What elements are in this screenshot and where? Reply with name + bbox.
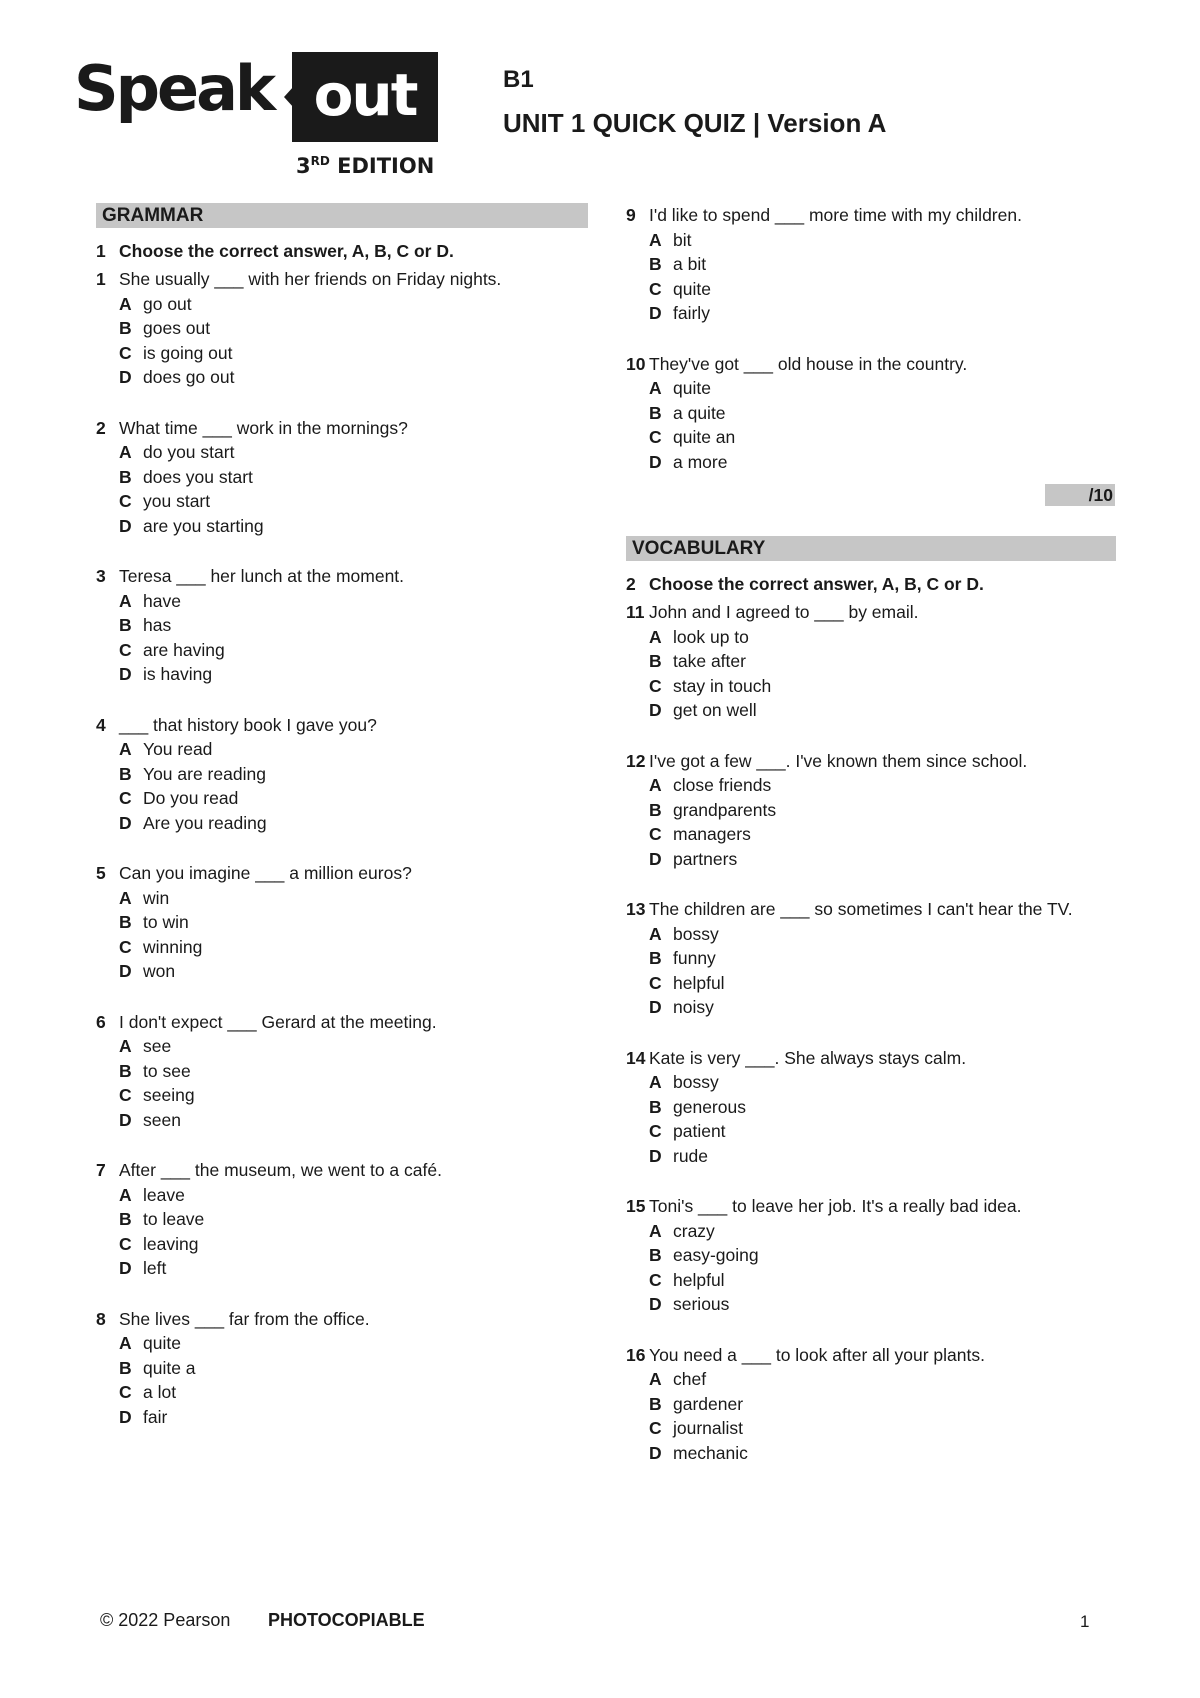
option-letter: C <box>119 788 132 808</box>
question-stem <box>96 1307 588 1332</box>
question-number: 8 <box>96 1308 106 1329</box>
answer-option <box>626 228 1116 253</box>
question-item <box>96 267 588 390</box>
question-number: 6 <box>96 1011 106 1032</box>
option-letter: A <box>649 626 662 647</box>
option-letter: B <box>649 651 662 671</box>
answer-option <box>96 1108 588 1133</box>
question-item <box>96 1307 588 1430</box>
answer-option <box>626 649 1116 674</box>
option-text: You read <box>143 739 213 759</box>
answer-option <box>96 1207 588 1232</box>
option-text: grandparents <box>673 799 777 820</box>
answer-option <box>626 1268 1116 1293</box>
option-text: have <box>143 590 181 611</box>
question-item <box>626 1046 1116 1169</box>
logo-out-text: out <box>292 52 438 142</box>
answer-option <box>626 1144 1116 1169</box>
option-letter: C <box>119 1382 132 1402</box>
page-title: UNIT 1 QUICK QUIZ | Version A <box>503 108 887 138</box>
question-stem <box>96 1010 588 1035</box>
option-text: Do you read <box>143 788 239 808</box>
answer-option <box>626 1070 1116 1095</box>
option-text: a more <box>673 451 728 472</box>
option-letter: D <box>119 1406 132 1427</box>
option-letter: C <box>119 1233 132 1254</box>
question-number: 14 <box>626 1047 646 1068</box>
grammar-question-list-right <box>626 203 1116 474</box>
option-text: does you start <box>143 466 253 487</box>
vocabulary-heading: VOCABULARY <box>626 536 1116 561</box>
option-letter: B <box>119 1357 132 1378</box>
answer-option <box>96 1331 588 1356</box>
question-number: 4 <box>96 714 106 735</box>
question-spacer <box>96 984 588 1006</box>
question-number: 16 <box>626 1344 646 1365</box>
option-text: are you starting <box>143 515 264 536</box>
copyright-text: © 2022 Pearson <box>100 1610 231 1630</box>
option-letter: C <box>649 824 662 844</box>
question-spacer <box>96 1281 588 1303</box>
answer-option <box>96 1034 588 1059</box>
option-text: partners <box>673 848 738 869</box>
option-letter: B <box>649 402 662 423</box>
question-text: She usually ___ with her friends on Friday nights. <box>119 269 502 289</box>
question-number: 7 <box>96 1160 106 1180</box>
answer-option <box>96 440 588 465</box>
option-text: go out <box>143 293 192 314</box>
grammar-instruction <box>96 239 588 263</box>
answer-option <box>96 514 588 539</box>
question-item <box>626 1194 1116 1317</box>
answer-option <box>626 1119 1116 1144</box>
option-letter: A <box>119 739 132 759</box>
option-letter: B <box>119 466 132 487</box>
option-text: see <box>143 1036 172 1056</box>
answer-option <box>626 376 1116 401</box>
question-item <box>626 1343 1116 1466</box>
option-letter: A <box>119 1184 132 1205</box>
question-item <box>626 897 1116 1020</box>
answer-option <box>626 773 1116 798</box>
option-letter: D <box>119 961 132 981</box>
option-letter: B <box>119 318 132 338</box>
option-letter: C <box>649 972 662 993</box>
option-text: stay in touch <box>673 675 772 696</box>
question-stem <box>626 352 1116 377</box>
option-text: bossy <box>673 1072 719 1092</box>
question-item <box>96 416 588 539</box>
answer-option <box>626 798 1116 823</box>
option-letter: C <box>649 1121 662 1141</box>
question-item <box>96 713 588 836</box>
option-letter: A <box>119 590 132 611</box>
question-number: 15 <box>626 1196 646 1216</box>
option-text: fair <box>143 1406 168 1427</box>
option-text: quite <box>673 278 711 299</box>
option-text: to leave <box>143 1209 205 1229</box>
option-text: get on well <box>673 700 757 720</box>
question-text: You need a ___ to look after all your plants. <box>649 1344 985 1365</box>
option-text: is having <box>143 664 213 684</box>
question-text: I've got a few ___. I've known them since school. <box>649 750 1028 771</box>
answer-option <box>96 811 588 836</box>
answer-option <box>626 674 1116 699</box>
answer-option <box>626 922 1116 947</box>
option-text: are having <box>143 639 225 660</box>
option-letter: D <box>119 1258 132 1278</box>
option-letter: D <box>649 700 662 720</box>
option-letter: B <box>649 1096 662 1117</box>
option-letter: B <box>649 254 662 274</box>
option-letter: C <box>119 936 132 957</box>
answer-option <box>96 489 588 514</box>
question-number: 3 <box>96 566 106 586</box>
option-letter: D <box>119 1109 132 1130</box>
question-text: They've got ___ old house in the country. <box>649 353 968 374</box>
question-number: 9 <box>626 205 636 225</box>
question-item <box>96 564 588 687</box>
question-text: John and I agreed to ___ by email. <box>649 602 919 622</box>
option-text: patient <box>673 1121 726 1141</box>
option-letter: A <box>649 378 662 398</box>
option-text: quite a <box>143 1357 196 1378</box>
question-text: Kate is very ___. She always stays calm. <box>649 1047 967 1068</box>
option-letter: A <box>649 1220 662 1241</box>
option-text: look up to <box>673 626 749 647</box>
option-letter: D <box>119 515 132 536</box>
answer-option <box>96 786 588 811</box>
question-spacer <box>626 1168 1116 1190</box>
option-letter: B <box>119 615 132 635</box>
question-item <box>96 1010 588 1133</box>
answer-option <box>96 935 588 960</box>
answer-option <box>626 1392 1116 1417</box>
question-spacer <box>96 538 588 560</box>
answer-option <box>626 971 1116 996</box>
option-text: to win <box>143 912 189 932</box>
answer-option <box>96 737 588 762</box>
option-letter: A <box>649 229 662 250</box>
question-stem <box>96 267 588 292</box>
option-text: gardener <box>673 1393 744 1414</box>
answer-option <box>96 1380 588 1405</box>
option-text: bossy <box>673 923 719 944</box>
right-column <box>626 203 1116 1465</box>
question-number: 5 <box>96 863 106 883</box>
option-text: won <box>143 961 176 981</box>
option-text: win <box>143 887 170 908</box>
answer-option <box>96 638 588 663</box>
option-text: winning <box>143 936 203 957</box>
answer-option <box>96 910 588 935</box>
option-letter: C <box>119 342 132 363</box>
vocabulary-instruction-number: 2 <box>626 574 636 594</box>
answer-option <box>96 1059 588 1084</box>
answer-option <box>626 1095 1116 1120</box>
option-letter: C <box>649 427 662 447</box>
option-text: a bit <box>673 254 707 274</box>
question-stem <box>96 713 588 738</box>
option-letter: D <box>649 1145 662 1166</box>
answer-option <box>96 316 588 341</box>
answer-option <box>96 1405 588 1430</box>
answer-option <box>96 1356 588 1381</box>
question-item <box>626 600 1116 723</box>
speakout-logo <box>74 52 440 182</box>
option-letter: B <box>649 799 662 820</box>
question-item <box>96 1158 588 1281</box>
answer-option <box>96 886 588 911</box>
logo-speak-text: Speak <box>74 52 274 125</box>
answer-option <box>96 662 588 687</box>
option-text: seeing <box>143 1085 195 1105</box>
question-stem <box>626 1046 1116 1071</box>
question-text: After ___ the museum, we went to a café. <box>119 1160 442 1180</box>
option-letter: A <box>649 1369 662 1389</box>
option-letter: B <box>119 763 132 784</box>
grammar-heading: GRAMMAR <box>96 203 588 228</box>
option-text: generous <box>673 1096 746 1117</box>
logo-edition-ordinal: 3 <box>296 154 311 178</box>
option-letter: D <box>649 848 662 869</box>
answer-option <box>96 365 588 390</box>
question-spacer <box>96 1132 588 1154</box>
option-letter: D <box>649 1442 662 1463</box>
question-text: Can you imagine ___ a million euros? <box>119 863 412 883</box>
option-letter: A <box>119 887 132 908</box>
logo-edition-suffix: RD <box>310 154 330 168</box>
answer-option <box>626 425 1116 450</box>
grammar-question-list-left <box>96 267 588 1429</box>
option-text: take after <box>673 651 746 671</box>
option-text: bit <box>673 229 692 250</box>
option-text: a quite <box>673 402 726 423</box>
photocopiable-label: PHOTOCOPIABLE <box>268 1610 425 1630</box>
answer-option <box>626 301 1116 326</box>
left-column <box>96 203 588 1429</box>
option-letter: C <box>649 1418 662 1438</box>
option-letter: B <box>119 1060 132 1081</box>
option-letter: B <box>119 912 132 932</box>
option-letter: B <box>649 1393 662 1414</box>
option-letter: C <box>119 639 132 660</box>
option-letter: D <box>119 812 132 833</box>
option-text: seen <box>143 1109 181 1130</box>
option-letter: D <box>119 367 132 387</box>
option-text: Are you reading <box>143 812 267 833</box>
answer-option <box>96 959 588 984</box>
answer-option <box>96 1232 588 1257</box>
answer-option <box>626 822 1116 847</box>
option-text: has <box>143 615 172 635</box>
option-letter: D <box>649 303 662 323</box>
option-text: quite <box>143 1333 181 1353</box>
option-text: rude <box>673 1145 709 1166</box>
answer-option <box>96 1256 588 1281</box>
answer-option <box>626 1367 1116 1392</box>
question-spacer <box>626 723 1116 745</box>
option-text: left <box>143 1258 167 1278</box>
option-letter: A <box>119 1333 132 1353</box>
question-stem <box>96 564 588 589</box>
option-text: easy-going <box>673 1245 759 1265</box>
question-item <box>626 352 1116 475</box>
question-stem <box>626 600 1116 625</box>
option-text: does go out <box>143 367 235 387</box>
answer-option <box>96 589 588 614</box>
question-text: The children are ___ so sometimes I can't hear the TV. <box>649 899 1073 919</box>
option-letter: C <box>649 675 662 696</box>
answer-option <box>96 613 588 638</box>
question-item <box>96 861 588 984</box>
option-text: noisy <box>673 997 714 1017</box>
answer-option <box>96 1083 588 1108</box>
answer-option <box>626 1441 1116 1466</box>
answer-option <box>626 401 1116 426</box>
option-letter: D <box>649 1294 662 1314</box>
question-item <box>626 203 1116 326</box>
answer-option <box>626 1292 1116 1317</box>
option-letter: A <box>119 1036 132 1056</box>
option-letter: C <box>119 491 132 511</box>
option-letter: D <box>649 997 662 1017</box>
question-text: Teresa ___ her lunch at the moment. <box>119 566 405 586</box>
answer-option <box>626 698 1116 723</box>
option-text: chef <box>673 1369 707 1389</box>
option-text: to see <box>143 1060 191 1081</box>
option-text: quite <box>673 378 711 398</box>
answer-option <box>96 341 588 366</box>
question-spacer <box>96 835 588 857</box>
question-number: 11 <box>626 602 645 622</box>
answer-option <box>626 1243 1116 1268</box>
answer-option <box>626 450 1116 475</box>
grammar-instruction-number: 1 <box>96 241 106 261</box>
option-letter: B <box>119 1209 132 1229</box>
option-letter: C <box>119 1085 132 1105</box>
grammar-instruction-text: Choose the correct answer, A, B, C or D. <box>119 241 454 261</box>
answer-option <box>626 847 1116 872</box>
option-letter: B <box>649 1245 662 1265</box>
option-text: is going out <box>143 342 233 363</box>
option-text: mechanic <box>673 1442 748 1463</box>
option-text: leave <box>143 1184 185 1205</box>
answer-option <box>96 762 588 787</box>
question-spacer <box>626 1020 1116 1042</box>
option-letter: D <box>119 664 132 684</box>
question-item <box>626 749 1116 872</box>
answer-option <box>96 465 588 490</box>
question-stem <box>626 1343 1116 1368</box>
option-letter: C <box>649 1269 662 1290</box>
question-stem <box>96 416 588 441</box>
question-number: 2 <box>96 417 106 438</box>
option-text: fairly <box>673 303 710 323</box>
option-letter: A <box>649 923 662 944</box>
option-text: close friends <box>673 775 772 795</box>
answer-option <box>626 1219 1116 1244</box>
option-text: You are reading <box>143 763 266 784</box>
question-number: 1 <box>96 269 106 289</box>
answer-option <box>96 292 588 317</box>
question-text: I don't expect ___ Gerard at the meeting. <box>119 1011 437 1032</box>
option-text: you start <box>143 491 211 511</box>
vocabulary-instruction <box>626 572 1116 596</box>
logo-edition-word: EDITION <box>337 154 435 178</box>
question-text: I'd like to spend ___ more time with my children. <box>649 205 1022 225</box>
option-text: goes out <box>143 318 211 338</box>
question-number: 12 <box>626 750 646 771</box>
answer-option <box>626 625 1116 650</box>
question-text: What time ___ work in the mornings? <box>119 417 408 438</box>
option-letter: B <box>649 948 662 968</box>
question-spacer <box>626 871 1116 893</box>
option-text: helpful <box>673 972 725 993</box>
option-letter: C <box>649 278 662 299</box>
option-text: journalist <box>673 1418 744 1438</box>
answer-option <box>626 995 1116 1020</box>
question-spacer <box>626 326 1116 348</box>
vocabulary-question-list <box>626 600 1116 1465</box>
question-number: 13 <box>626 899 646 919</box>
page-number: 1 <box>1080 1612 1090 1631</box>
level-label: B1 <box>503 66 534 93</box>
question-stem <box>626 897 1116 922</box>
vocabulary-instruction-text: Choose the correct answer, A, B, C or D. <box>649 574 984 594</box>
option-text: leaving <box>143 1233 199 1254</box>
option-text: helpful <box>673 1269 725 1290</box>
question-stem <box>626 203 1116 228</box>
logo-edition <box>296 154 434 178</box>
question-spacer <box>626 1317 1116 1339</box>
option-letter: A <box>119 293 132 314</box>
question-stem <box>96 861 588 886</box>
option-text: a lot <box>143 1382 177 1402</box>
question-number: 10 <box>626 353 646 374</box>
question-text: Toni's ___ to leave her job. It's a really bad idea. <box>649 1196 1022 1216</box>
option-text: quite an <box>673 427 736 447</box>
option-letter: D <box>649 451 662 472</box>
option-letter: A <box>649 775 662 795</box>
answer-option <box>626 252 1116 277</box>
question-text: ___ that history book I gave you? <box>119 714 377 735</box>
answer-option <box>626 946 1116 971</box>
option-text: managers <box>673 824 751 844</box>
option-letter: A <box>119 442 132 462</box>
answer-option <box>626 277 1116 302</box>
footer <box>100 1610 425 1631</box>
grammar-score-box: /10 <box>1045 484 1115 506</box>
option-text: crazy <box>673 1220 715 1241</box>
question-stem <box>96 1158 588 1183</box>
option-text: do you start <box>143 442 235 462</box>
question-stem <box>626 1194 1116 1219</box>
option-text: serious <box>673 1294 730 1314</box>
answer-option <box>626 1416 1116 1441</box>
answer-option <box>96 1183 588 1208</box>
question-spacer <box>96 390 588 412</box>
option-letter: A <box>649 1072 662 1092</box>
question-text: She lives ___ far from the office. <box>119 1308 370 1329</box>
question-stem <box>626 749 1116 774</box>
question-spacer <box>96 687 588 709</box>
option-text: funny <box>673 948 716 968</box>
